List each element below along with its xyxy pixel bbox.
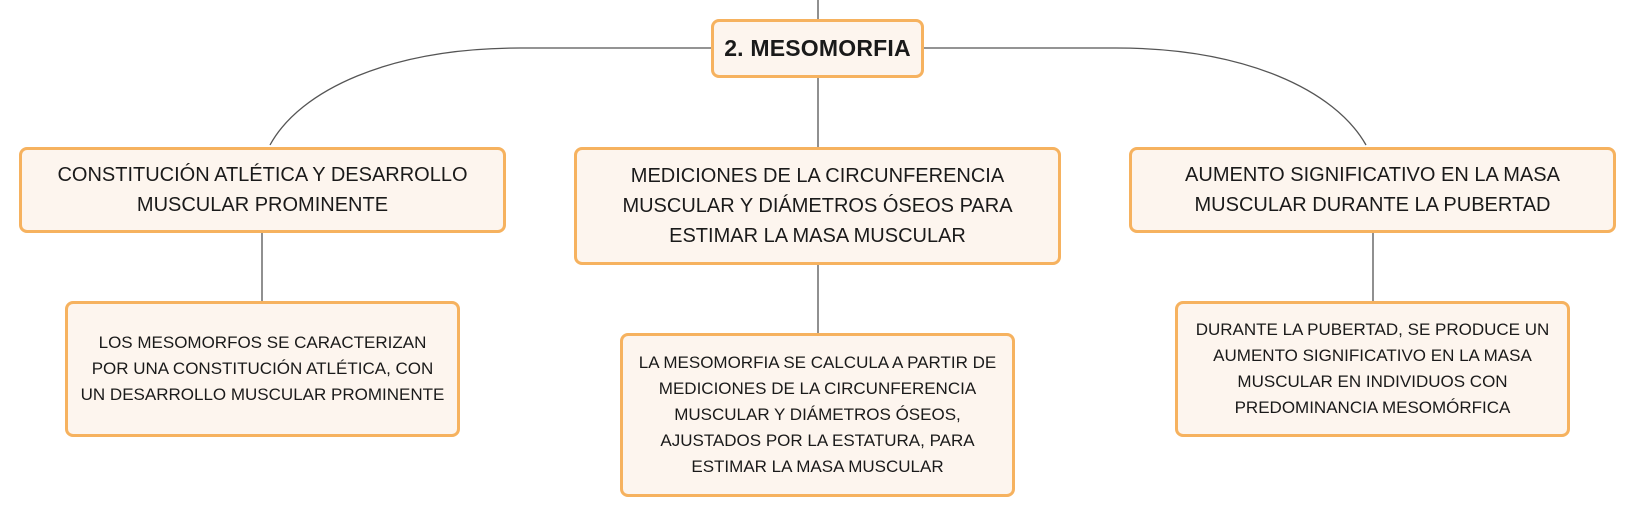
detail-node-text: LA MESOMORFIA SE CALCULA A PARTIR DE MEDICIONES DE LA CIRCUNFERENCIA MUSCULAR Y DIÁMETROS ÓSEOS, AJUSTADOS POR LA ESTATURA, PARA ESTIMAR LA MASA MUSCULAR — [638, 353, 997, 476]
root-node[interactable] — [711, 19, 924, 78]
connector-root-to-branch-3 — [924, 48, 1366, 145]
branch-node-label: AUMENTO SIGNIFICATIVO EN LA MASA MUSCULAR DURANTE LA PUBERTAD — [1185, 164, 1560, 216]
connector-root-to-branch-1 — [270, 48, 711, 145]
branch-node-aumento[interactable] — [1129, 147, 1616, 233]
detail-node-text: LOS MESOMORFOS SE CARACTERIZAN POR UNA CONSTITUCIÓN ATLÉTICA, CON UN DESARROLLO MUSCULAR PROMINENTE — [80, 333, 445, 404]
detail-node-aumento[interactable] — [1175, 301, 1570, 437]
root-node-label: 2. MESOMORFIA — [724, 35, 911, 61]
detail-node-constitucion[interactable] — [65, 301, 460, 437]
branch-node-mediciones[interactable] — [574, 147, 1061, 265]
branch-node-label: CONSTITUCIÓN ATLÉTICA Y DESARROLLO MUSCULAR PROMINENTE — [57, 164, 468, 216]
branch-node-constitucion[interactable] — [19, 147, 506, 233]
branch-node-label: MEDICIONES DE LA CIRCUNFERENCIA MUSCULAR Y DIÁMETROS ÓSEOS PARA ESTIMAR LA MASA MUSCULAR — [622, 165, 1013, 247]
detail-node-mediciones[interactable] — [620, 333, 1015, 497]
detail-node-text: DURANTE LA PUBERTAD, SE PRODUCE UN AUMENTO SIGNIFICATIVO EN LA MASA MUSCULAR EN INDIVIDUOS CON PREDOMINANCIA MESOMÓRFICA — [1195, 320, 1550, 417]
